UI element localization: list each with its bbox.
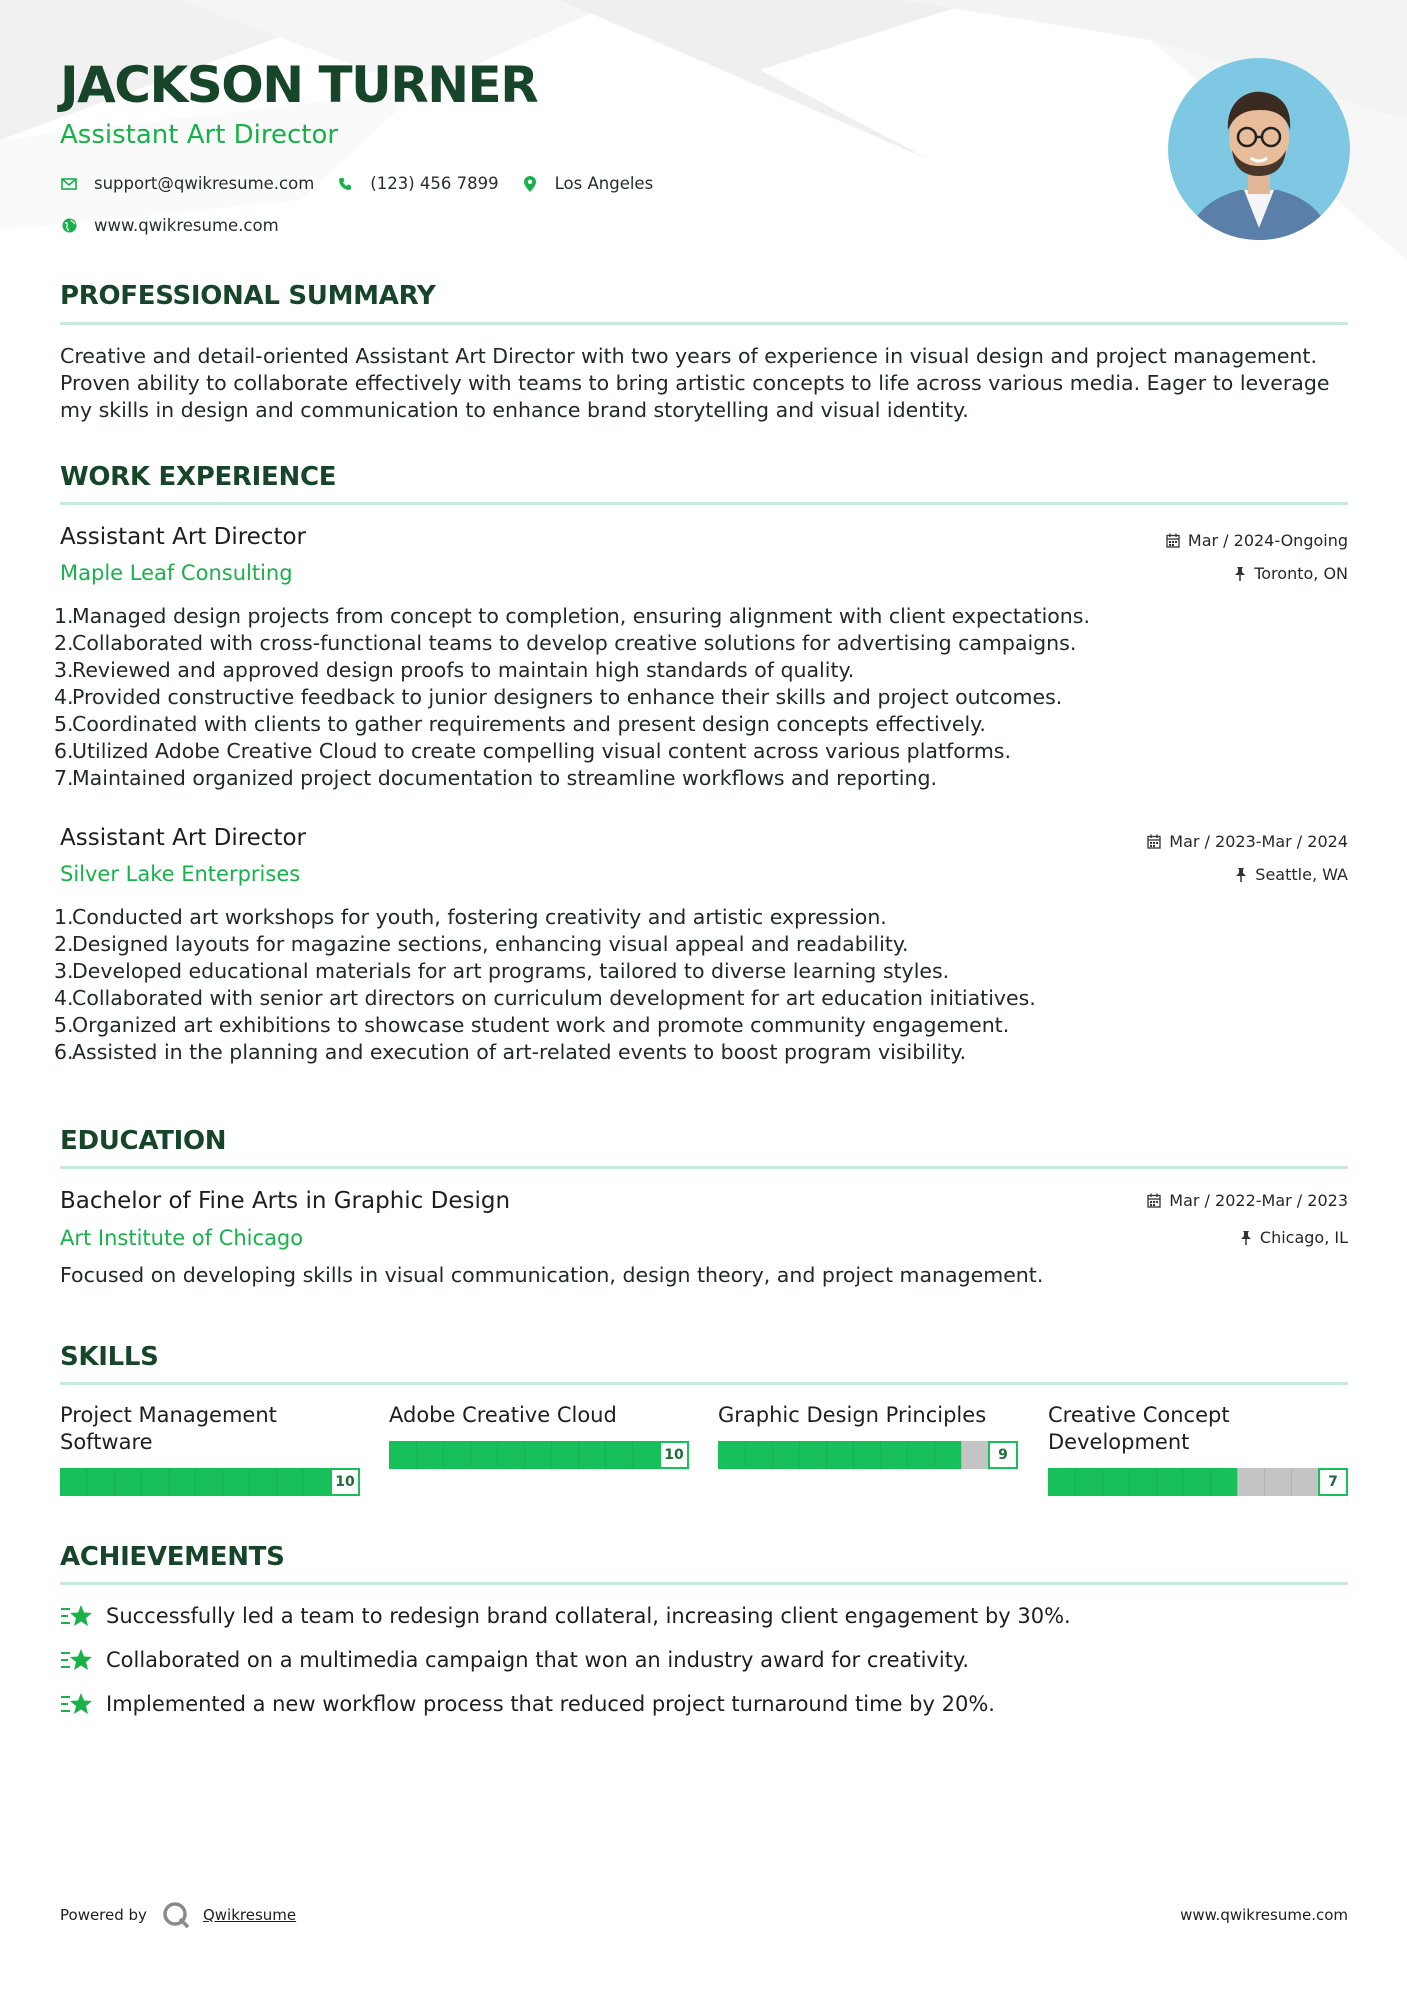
skill-bar-segment bbox=[276, 1468, 277, 1496]
skill-bar-segment bbox=[551, 1441, 552, 1469]
map-pin-icon bbox=[521, 175, 539, 193]
skill-item bbox=[60, 1402, 360, 1456]
skill-level-value: 9 bbox=[988, 1441, 1018, 1469]
skill-bar-segment bbox=[1156, 1468, 1157, 1496]
achievements-heading: ACHIEVEMENTS bbox=[60, 1542, 285, 1572]
skill-bar-segment bbox=[880, 1441, 881, 1469]
skill-bar-segment bbox=[87, 1468, 88, 1496]
experience-divider bbox=[60, 502, 1348, 505]
calendar-icon bbox=[1147, 834, 1161, 849]
list-item: 3. Developed educational materials for art programs, tailored to diverse learning styles. bbox=[54, 959, 950, 983]
job-title: Assistant Art Director bbox=[60, 825, 307, 851]
website-row bbox=[60, 216, 301, 235]
list-item: 3. Reviewed and approved design proofs to maintain high standards of quality. bbox=[54, 658, 855, 682]
skill-bar-segment bbox=[303, 1468, 304, 1496]
job-company: Silver Lake Enterprises bbox=[60, 862, 301, 886]
job-dates bbox=[1147, 832, 1348, 851]
phone-text: (123) 456 7899 bbox=[370, 174, 499, 193]
skill-item bbox=[1048, 1402, 1348, 1456]
contact-location bbox=[521, 174, 654, 193]
profile-photo bbox=[1168, 58, 1350, 240]
education-divider bbox=[60, 1166, 1348, 1169]
skill-item bbox=[389, 1402, 689, 1429]
job-location-text: Toronto, ON bbox=[1254, 564, 1348, 583]
skill-level-value: 10 bbox=[659, 1441, 689, 1469]
skill-bar-segment bbox=[1075, 1468, 1076, 1496]
job-location bbox=[1234, 564, 1348, 583]
skill-bar-segment bbox=[1264, 1468, 1265, 1496]
skill-bar-segment bbox=[470, 1441, 471, 1469]
candidate-name: JACKSON TURNER bbox=[60, 56, 538, 114]
skill-bar-segment bbox=[497, 1441, 498, 1469]
skill-bar-segment bbox=[416, 1441, 417, 1469]
achievement-item bbox=[60, 1691, 995, 1717]
contact-phone[interactable] bbox=[336, 174, 498, 193]
skill-level-value: 7 bbox=[1318, 1468, 1348, 1496]
achievements-divider bbox=[60, 1582, 1348, 1585]
skill-name: Project Management Software bbox=[60, 1403, 277, 1454]
skill-name: Creative Concept Development bbox=[1048, 1403, 1230, 1454]
education-dates bbox=[1147, 1191, 1348, 1210]
skill-level-bar bbox=[389, 1441, 689, 1469]
location-text: Los Angeles bbox=[554, 174, 654, 193]
skill-bar-segment bbox=[1210, 1468, 1211, 1496]
skill-bar-segment bbox=[799, 1441, 800, 1469]
education-dates-text: Mar / 2022-Mar / 2023 bbox=[1169, 1191, 1348, 1210]
list-item: 4. Provided constructive feedback to junior designers to enhance their skills and project outcomes. bbox=[54, 685, 1063, 709]
list-item: 2. Collaborated with cross-functional teams to develop creative solutions for advertising campaigns. bbox=[54, 631, 1077, 655]
footer-url[interactable]: www.qwikresume.com bbox=[1180, 1906, 1348, 1924]
achievement-text: Successfully led a team to redesign brand collateral, increasing client engagement by 30%. bbox=[106, 1604, 1071, 1628]
skill-bar-segment bbox=[168, 1468, 169, 1496]
website-text: www.qwikresume.com bbox=[94, 216, 279, 235]
experience-heading: WORK EXPERIENCE bbox=[60, 462, 337, 492]
skill-bar-segment bbox=[1291, 1468, 1292, 1496]
skill-bar-segment bbox=[961, 1441, 962, 1469]
contact-email[interactable] bbox=[60, 174, 314, 193]
skill-bar-fill bbox=[718, 1441, 961, 1469]
achievement-item bbox=[60, 1647, 969, 1673]
list-item: 7. Maintained organized project documentation to streamline workflows and reporting. bbox=[54, 766, 937, 790]
candidate-role: Assistant Art Director bbox=[60, 120, 339, 150]
skill-bar-segment bbox=[249, 1468, 250, 1496]
skill-bar-fill bbox=[1048, 1468, 1237, 1496]
education-location bbox=[1240, 1228, 1348, 1247]
list-item: 6. Assisted in the planning and execution of art-related events to boost program visibility. bbox=[54, 1040, 967, 1064]
job-title: Assistant Art Director bbox=[60, 524, 307, 550]
list-item: 5. Coordinated with clients to gather requirements and present design concepts effectively. bbox=[54, 712, 986, 736]
job-responsibilities bbox=[54, 603, 1350, 792]
skill-bar-segment bbox=[826, 1441, 827, 1469]
skill-bar-segment bbox=[745, 1441, 746, 1469]
pushpin-icon bbox=[1235, 868, 1247, 882]
skill-bar-segment bbox=[1183, 1468, 1184, 1496]
shooting-star-icon bbox=[60, 1603, 94, 1629]
skill-bar-segment bbox=[934, 1441, 935, 1469]
school-name: Art Institute of Chicago bbox=[60, 1226, 304, 1250]
calendar-icon bbox=[1166, 533, 1180, 548]
skill-bar-segment bbox=[141, 1468, 142, 1496]
degree-title: Bachelor of Fine Arts in Graphic Design bbox=[60, 1188, 511, 1214]
pushpin-icon bbox=[1234, 567, 1246, 581]
shooting-star-icon bbox=[60, 1647, 94, 1673]
skill-bar-segment bbox=[1102, 1468, 1103, 1496]
skill-bar-segment bbox=[605, 1441, 606, 1469]
qwikresume-logo-icon bbox=[161, 1900, 191, 1930]
contact-row bbox=[60, 174, 675, 193]
skill-level-bar bbox=[1048, 1468, 1348, 1496]
skill-bar-segment bbox=[1129, 1468, 1130, 1496]
job-dates bbox=[1166, 531, 1348, 550]
envelope-icon bbox=[60, 175, 78, 193]
job-location bbox=[1235, 865, 1348, 884]
skill-level-bar bbox=[718, 1441, 1018, 1469]
skills-divider bbox=[60, 1382, 1348, 1385]
skill-bar-segment bbox=[524, 1441, 525, 1469]
achievement-text: Collaborated on a multimedia campaign that won an industry award for creativity. bbox=[106, 1648, 970, 1672]
skill-bar-segment bbox=[772, 1441, 773, 1469]
list-item: 4. Collaborated with senior art directors on curriculum development for art education initiatives. bbox=[54, 986, 1036, 1010]
education-description: Focused on developing skills in visual communication, design theory, and project management. bbox=[60, 1263, 1044, 1287]
footer-branding bbox=[60, 1900, 296, 1930]
list-item: 5. Organized art exhibitions to showcase student work and promote community engagement. bbox=[54, 1013, 1010, 1037]
skill-bar-segment bbox=[578, 1441, 579, 1469]
skill-bar-segment bbox=[222, 1468, 223, 1496]
job-dates-text: Mar / 2023-Mar / 2024 bbox=[1169, 832, 1348, 851]
education-heading: EDUCATION bbox=[60, 1126, 227, 1156]
summary-text: Creative and detail-oriented Assistant Art Director with two years of experience in visual design and project management. Proven ability to collaborate effectively with teams to bring artistic concepts to life across various media. Eager to leverage my skills in design and communication to enhance brand storytelling and visual identity. bbox=[60, 344, 1330, 422]
skill-bar-segment bbox=[907, 1441, 908, 1469]
education-location-text: Chicago, IL bbox=[1259, 1228, 1348, 1247]
job-dates-text: Mar / 2024-Ongoing bbox=[1187, 531, 1348, 550]
list-item: 2. Designed layouts for magazine sections, enhancing visual appeal and readability. bbox=[54, 932, 909, 956]
calendar-icon bbox=[1147, 1193, 1161, 1208]
skill-bar-segment bbox=[114, 1468, 115, 1496]
skill-bar-segment bbox=[195, 1468, 196, 1496]
shooting-star-icon bbox=[60, 1691, 94, 1717]
job-responsibilities bbox=[54, 904, 1350, 1066]
list-item: 6. Utilized Adobe Creative Cloud to create compelling visual content across various platforms. bbox=[54, 739, 1011, 763]
skill-bar-segment bbox=[443, 1441, 444, 1469]
achievement-text: Implemented a new workflow process that reduced project turnaround time by 20%. bbox=[106, 1692, 995, 1716]
skill-bar-segment bbox=[853, 1441, 854, 1469]
phone-icon bbox=[336, 175, 354, 193]
list-item: 1. Managed design projects from concept to completion, ensuring alignment with client expectations. bbox=[54, 604, 1090, 628]
pushpin-icon bbox=[1240, 1231, 1252, 1245]
email-text: support@qwikresume.com bbox=[94, 174, 315, 193]
powered-by-label: Powered by bbox=[60, 1906, 147, 1924]
skill-item bbox=[718, 1402, 1018, 1429]
job-location-text: Seattle, WA bbox=[1255, 865, 1348, 884]
skill-level-value: 10 bbox=[330, 1468, 360, 1496]
skill-name: Adobe Creative Cloud bbox=[389, 1403, 617, 1427]
skill-level-bar bbox=[60, 1468, 360, 1496]
contact-website[interactable] bbox=[60, 216, 279, 235]
job-company: Maple Leaf Consulting bbox=[60, 561, 293, 585]
list-item: 1. Conducted art workshops for youth, fostering creativity and artistic expression. bbox=[54, 905, 887, 929]
globe-icon bbox=[60, 217, 78, 235]
summary-heading: PROFESSIONAL SUMMARY bbox=[60, 281, 436, 311]
skills-heading: SKILLS bbox=[60, 1342, 159, 1372]
brand-link[interactable]: Qwikresume bbox=[202, 1906, 297, 1924]
summary-divider bbox=[60, 322, 1348, 325]
skill-name: Graphic Design Principles bbox=[718, 1403, 987, 1427]
skill-bar-segment bbox=[1237, 1468, 1238, 1496]
achievement-item bbox=[60, 1603, 1071, 1629]
skill-bar-segment bbox=[632, 1441, 633, 1469]
